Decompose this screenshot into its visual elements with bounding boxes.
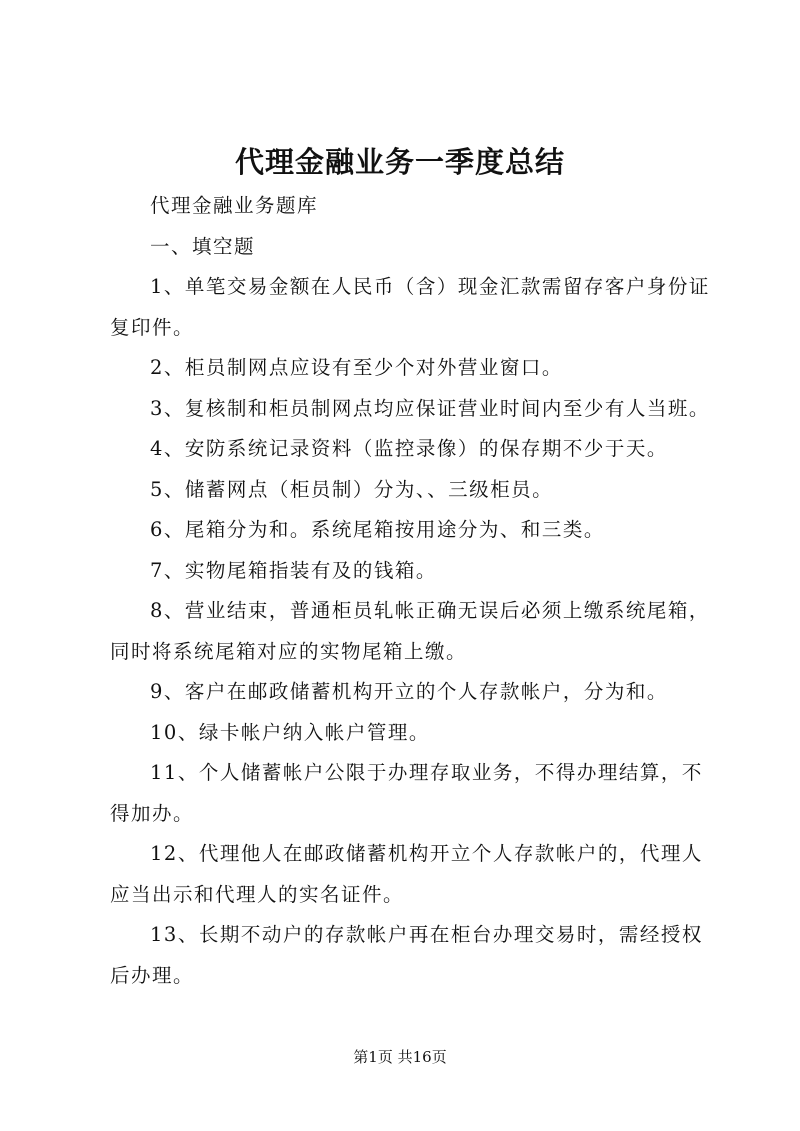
paragraph-item-4: 4、安防系统记录资料（监控录像）的保存期不少于天。: [150, 437, 668, 460]
paragraph-section-heading: 一、填空题: [150, 234, 256, 258]
paragraph-item-5: 5、储蓄网点（柜员制）分为、、三级柜员。: [150, 477, 554, 501]
paragraph-item-2: 2、柜员制网点应设有至少个对外营业窗口。: [150, 356, 563, 379]
paragraph-item-11: 11、个人储蓄帐户公限于办理存取业务，不得办理结算，不得加办。: [110, 761, 703, 825]
document-title: 代理金融业务一季度总结: [234, 145, 565, 179]
paragraph-subtitle: 代理金融业务题库: [150, 194, 319, 217]
paragraph-item-10: 10、绿卡帐户纳入帐户管理。: [150, 720, 430, 744]
paragraph-item-6: 6、尾箱分为和。系统尾箱按用途分为、和三类。: [150, 518, 605, 541]
document-body: [110, 186, 710, 996]
paragraph-item-13: 13、长期不动户的存款帐户再在柜台办理交易时，需经授权后办理。: [110, 923, 703, 987]
paragraph-item-7: 7、实物尾箱指装有及的钱箱。: [150, 558, 437, 582]
paragraph-item-8: 8、营业结束，普通柜员轧帐正确无误后必须上缴系统尾箱，同时将系统尾箱对应的实物尾箱上缴。: [110, 599, 710, 663]
paragraph-item-12: 12、代理他人在邮政储蓄机构开立个人存款帐户的，代理人应当出示和代理人的实名证件。: [110, 842, 703, 906]
paragraph-item-9: 9、客户在邮政储蓄机构开立的个人存款帐户，分为和。: [150, 680, 668, 703]
page-number-footer: 第1页 共16页: [353, 1048, 447, 1066]
paragraph-item-3: 3、复核制和柜员制网点均应保证营业时间内至少有人当班。: [150, 396, 710, 420]
paragraph-item-1: 1、单笔交易金额在人民币（含）现金汇款需留存客户身份证复印件。: [110, 275, 710, 339]
